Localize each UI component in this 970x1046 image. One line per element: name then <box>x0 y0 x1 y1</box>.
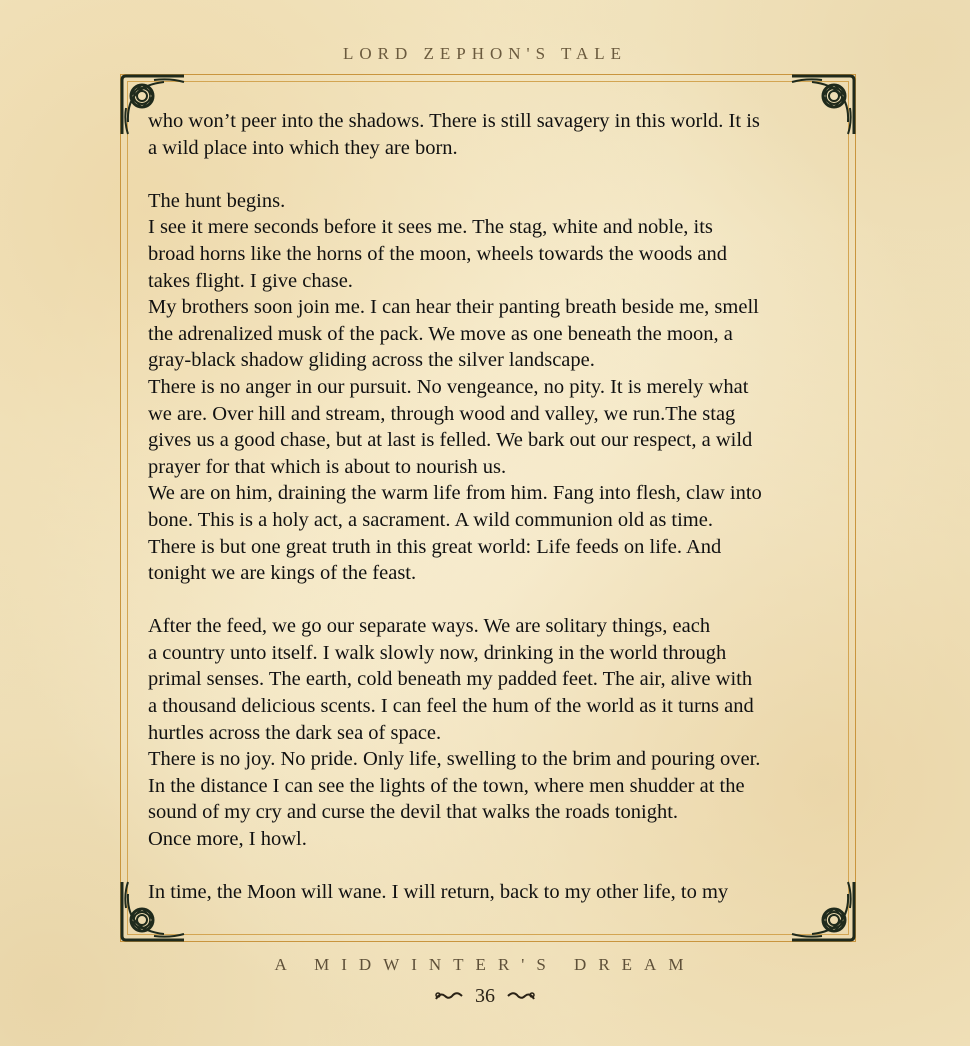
text-line: My brothers soon join me. I can hear their panting breath beside me, smell <box>148 296 759 319</box>
text-line: a wild place into which they are born. <box>148 136 458 159</box>
text-line: There is but one great truth in this great world: Life feeds on life. And <box>148 535 722 558</box>
text-line: primal senses. The earth, cold beneath my padded feet. The air, alive with <box>148 668 753 691</box>
text-line: gives us a good chase, but at last is felled. We bark out our respect, a wild <box>148 429 753 452</box>
paragraph <box>148 108 848 161</box>
book-title-footer: A MIDWINTER'S DREAM <box>274 955 696 974</box>
text-line: The hunt begins. <box>148 189 286 212</box>
text-line: After the feed, we go our separate ways. We are solitary things, each <box>148 615 711 638</box>
text-line: There is no anger in our pursuit. No vengeance, no pity. It is merely what <box>148 375 749 398</box>
text-line: Once more, I howl. <box>148 828 307 851</box>
paragraph-gap <box>148 853 848 880</box>
text-line: We are on him, draining the warm life from him. Fang into flesh, claw into <box>148 482 762 505</box>
paragraph-gap <box>148 161 848 188</box>
text-line: the adrenalized musk of the pack. We move as one beneath the moon, a <box>148 322 733 345</box>
text-line: I see it mere seconds before it sees me. The stag, white and noble, its <box>148 216 713 239</box>
text-line: tonight we are kings of the feast. <box>148 562 417 585</box>
text-line: In the distance I can see the lights of the town, where men shudder at the <box>148 774 745 797</box>
flourish-right-icon <box>506 990 536 1002</box>
text-line: gray-black shadow gliding across the silver landscape. <box>148 349 595 372</box>
text-line: bone. This is a holy act, a sacrament. A wild communion old as time. <box>148 508 713 531</box>
text-line: broad horns like the horns of the moon, wheels towards the woods and <box>148 242 728 265</box>
page-number-row <box>0 984 970 1008</box>
text-line: There is no joy. No pride. Only life, swelling to the brim and pouring over. <box>148 748 761 771</box>
page-number: 36 <box>475 984 495 1007</box>
text-line: sound of my cry and curse the devil that walks the roads tonight. <box>148 801 679 824</box>
text-line: hurtles across the dark sea of space. <box>148 721 442 744</box>
paragraph <box>148 188 848 587</box>
text-line: a thousand delicious scents. I can feel the hum of the world as it turns and <box>148 695 754 718</box>
story-text <box>148 108 848 906</box>
text-line: who won’t peer into the shadows. There is still savagery in this world. It is <box>148 110 760 132</box>
text-line: In time, the Moon will wane. I will return, back to my other life, to my <box>148 881 729 904</box>
paragraph <box>148 879 848 906</box>
text-line: prayer for that which is about to nourish us. <box>148 455 507 478</box>
paragraph-gap <box>148 587 848 614</box>
text-line: we are. Over hill and stream, through wood and valley, we run.The stag <box>148 402 736 425</box>
running-head: LORD ZEPHON'S TALE <box>342 44 628 63</box>
paragraph <box>148 613 848 852</box>
text-line: a country unto itself. I walk slowly now, drinking in the world through <box>148 641 727 664</box>
flourish-left-icon <box>434 990 464 1002</box>
text-line: takes flight. I give chase. <box>148 269 353 292</box>
